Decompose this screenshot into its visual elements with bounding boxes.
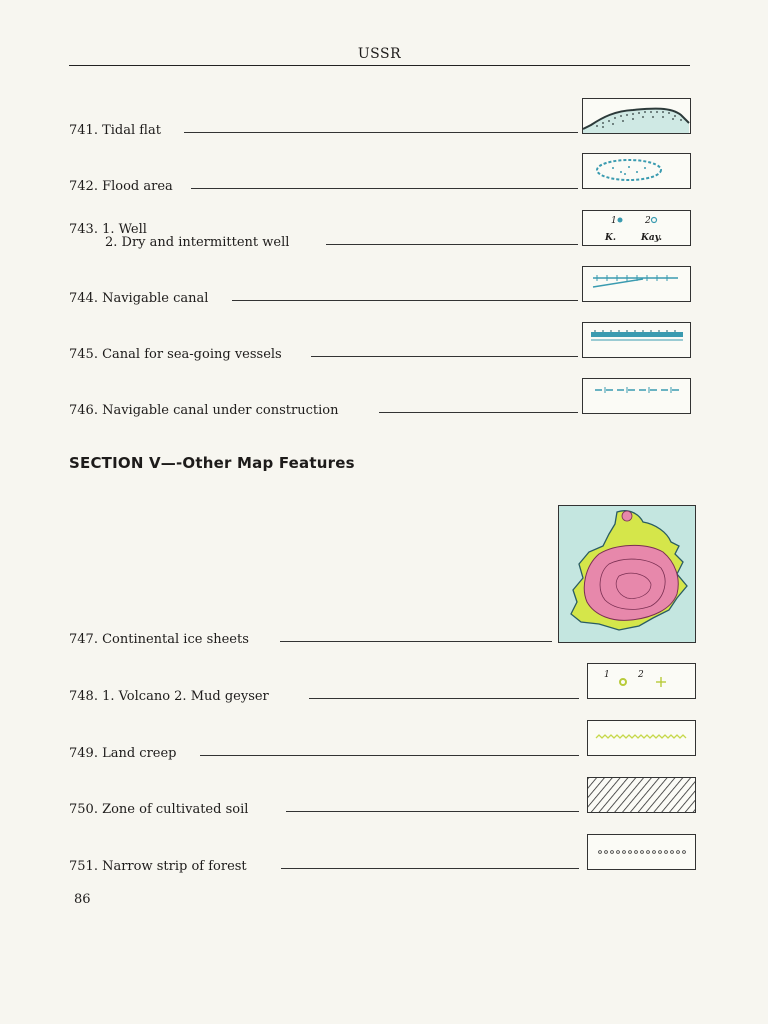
well-dot-icon — [618, 218, 623, 223]
leader-line — [232, 300, 578, 301]
leader-line — [309, 698, 579, 699]
entry-747-label: 747. Continental ice sheets — [69, 632, 249, 647]
navigable-canal-icon — [582, 266, 691, 302]
cultivated-soil-icon — [587, 777, 696, 813]
leader-line — [379, 412, 578, 413]
entry-746-label: 746. Navigable canal under construction — [69, 403, 339, 418]
volcano-num-1: 1 — [604, 670, 610, 680]
entry-743-label-line2: 2. Dry and intermittent well — [105, 235, 290, 250]
entry-745-label: 745. Canal for sea-going vessels — [69, 347, 282, 362]
leader-line — [280, 641, 552, 642]
volcano-icon — [620, 679, 626, 685]
entry-742-label: 742. Flood area — [69, 179, 173, 194]
header-rule — [69, 65, 690, 66]
tidal-flat-icon — [582, 98, 691, 134]
entry-748-label: 748. 1. Volcano 2. Mud geyser — [69, 689, 269, 704]
well-symbol-num-1: 1 — [611, 216, 617, 226]
leader-line — [311, 356, 578, 357]
volcano-geyser-icon — [587, 663, 696, 699]
well-symbol-abbr-2: Kay. — [641, 233, 662, 243]
entry-751-label: 751. Narrow strip of forest — [69, 859, 247, 874]
page-number: 86 — [74, 892, 91, 907]
leader-line — [191, 188, 578, 189]
entry-750-label: 750. Zone of cultivated soil — [69, 802, 249, 817]
well-icon — [582, 210, 691, 246]
geyser-num-2: 2 — [638, 670, 644, 680]
leader-line — [286, 811, 579, 812]
well-symbol-abbr-1: K. — [605, 233, 616, 243]
dry-well-ring-icon — [652, 218, 657, 223]
mud-geyser-icon — [656, 677, 666, 687]
entry-741-label: 741. Tidal flat — [69, 123, 161, 138]
entry-744-label: 744. Navigable canal — [69, 291, 209, 306]
land-creep-icon — [587, 720, 696, 756]
ice-sheet-map-icon — [558, 505, 696, 643]
leader-line — [326, 244, 578, 245]
leader-line — [281, 868, 579, 869]
well-symbol-num-2: 2 — [645, 216, 651, 226]
entry-749-label: 749. Land creep — [69, 746, 177, 761]
flood-area-icon — [582, 153, 691, 189]
leader-line — [184, 132, 578, 133]
entry-743-label-line1: 743. 1. Well — [69, 222, 147, 237]
page-header: USSR — [357, 46, 402, 62]
canal-construction-icon — [582, 378, 691, 414]
leader-line — [200, 755, 579, 756]
sea-canal-icon — [582, 322, 691, 358]
forest-strip-icon — [587, 834, 696, 870]
section-title: SECTION V—-Other Map Features — [69, 454, 355, 472]
